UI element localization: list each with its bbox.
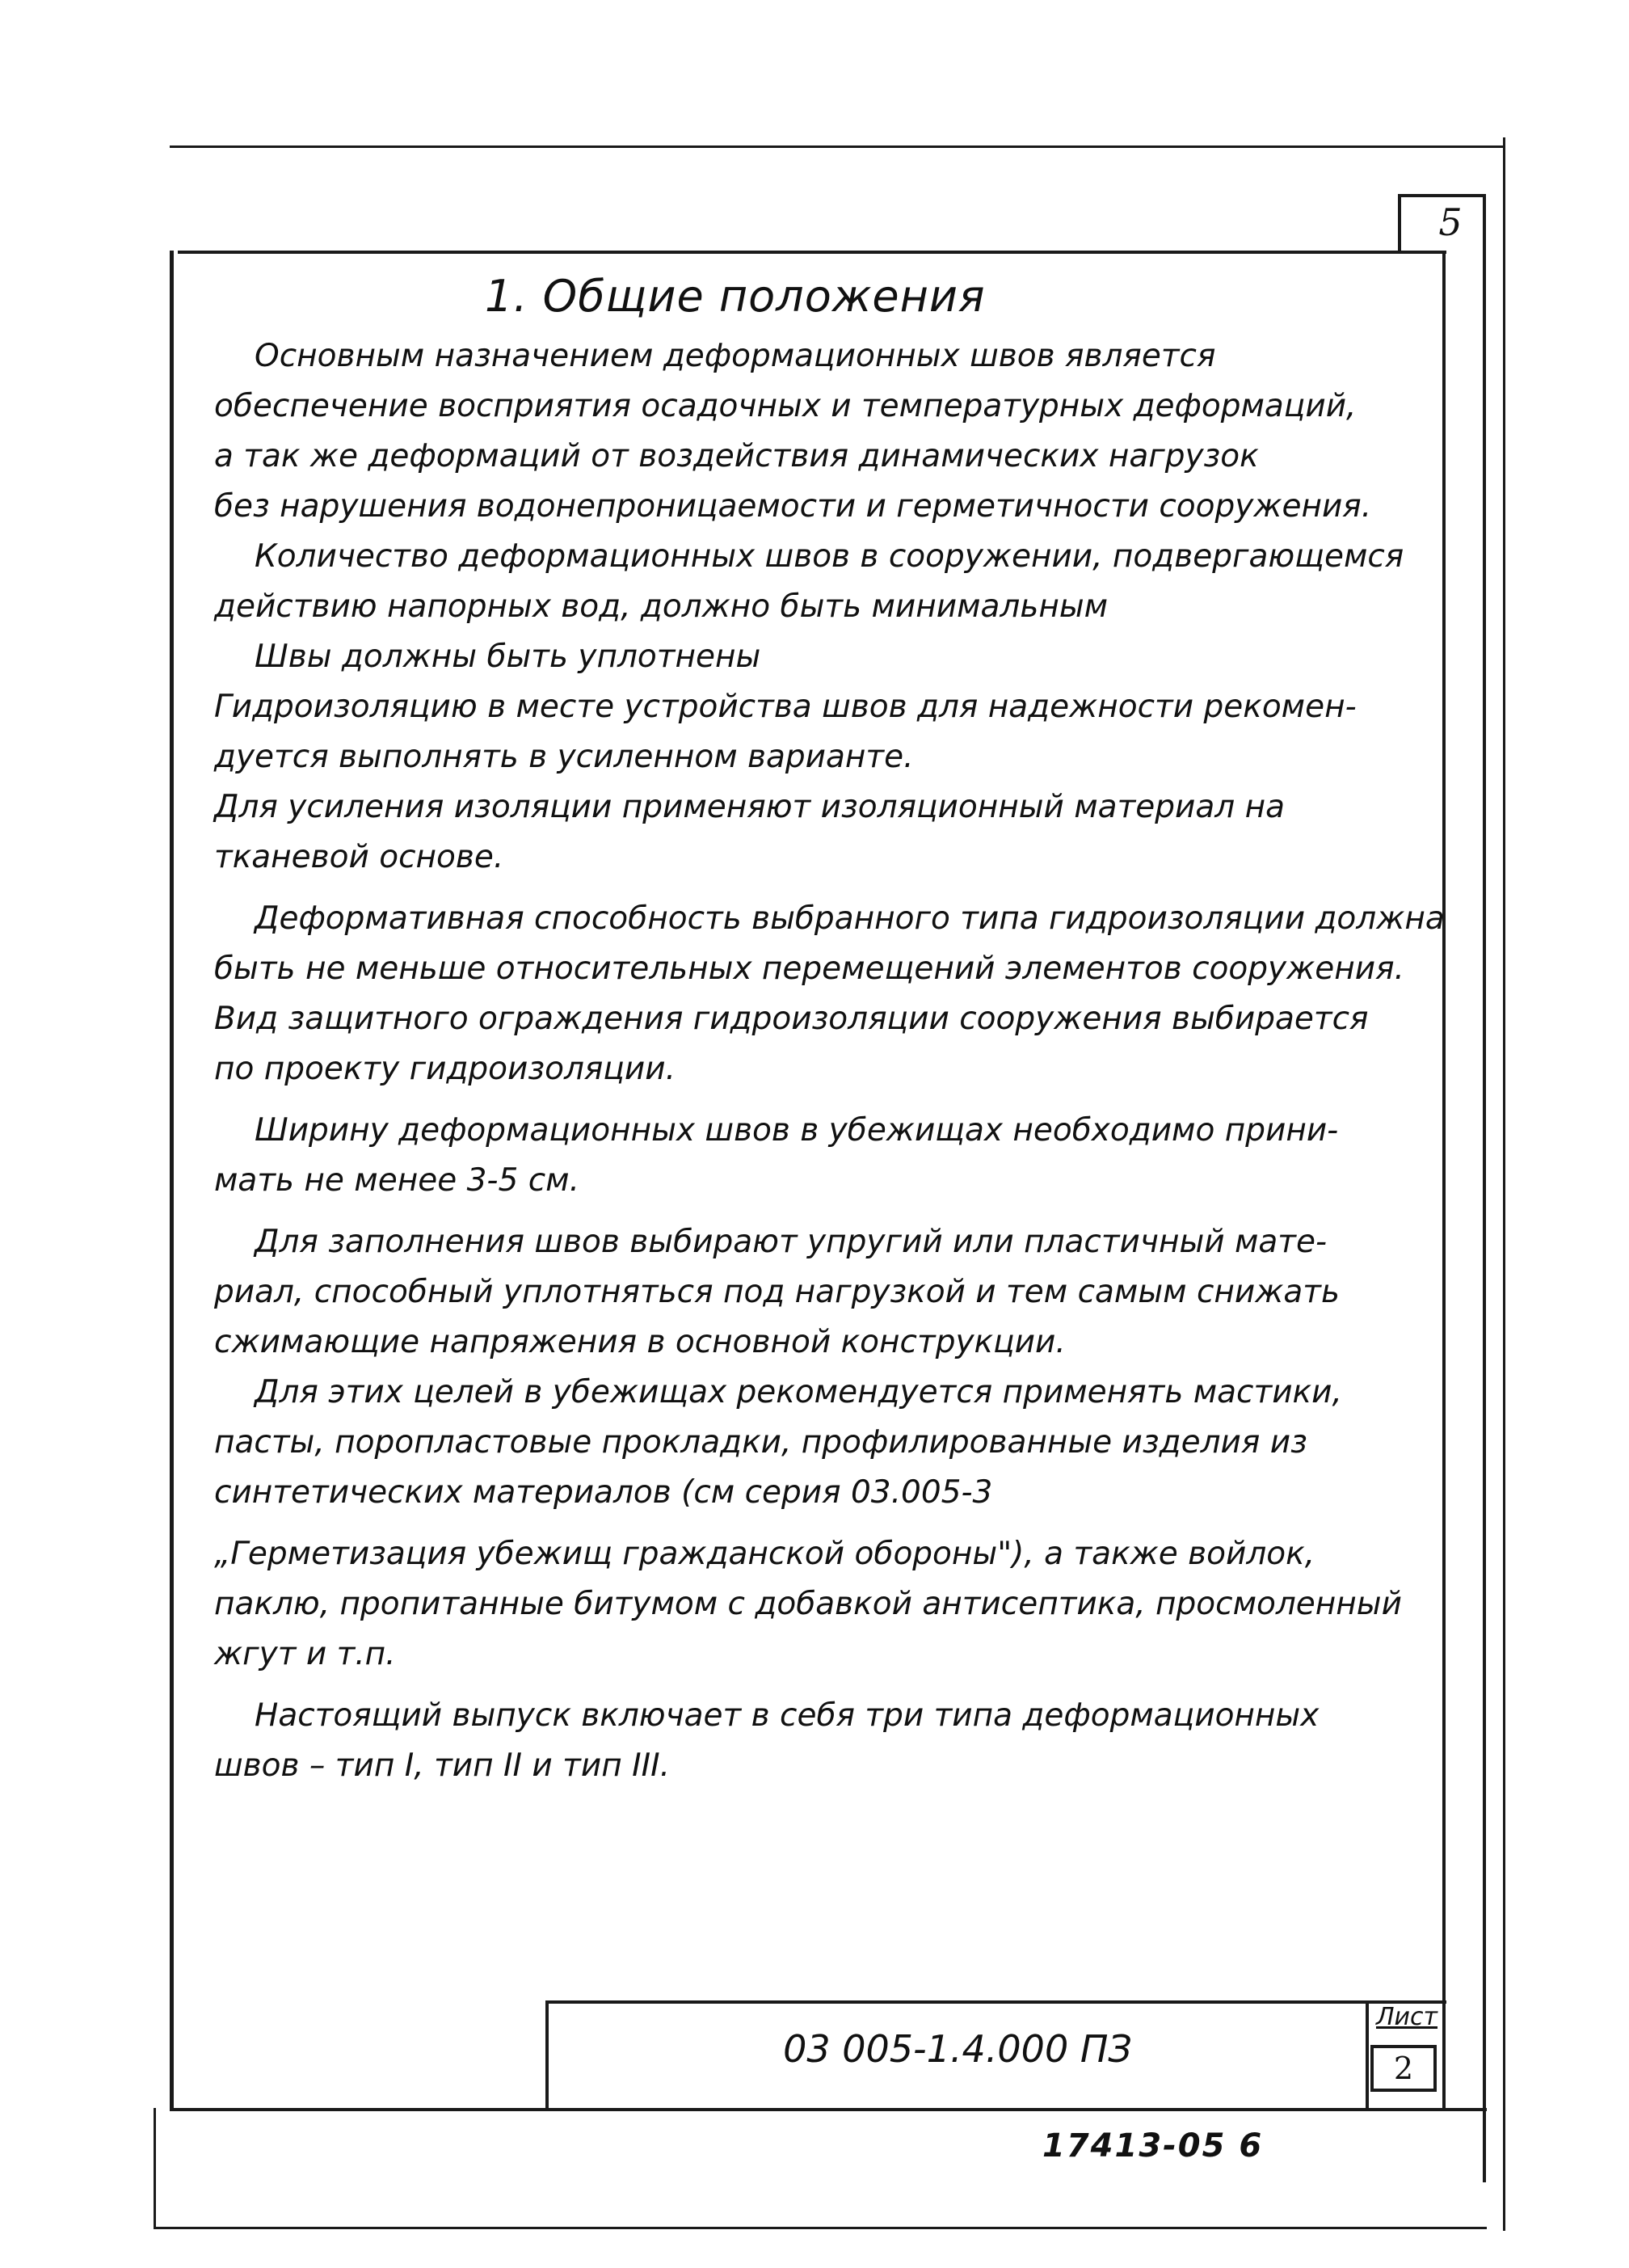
text-line: пасты, поропластовые прокладки, профилированные изделия из — [214, 1424, 1307, 1461]
text-line: Швы должны быть уплотнены — [255, 639, 761, 675]
stamp-divider-line — [1366, 2000, 1369, 2110]
text-line: а так же деформаций от воздействия динамических нагрузок — [214, 438, 1259, 474]
text-line: Для этих целей в убежищах рекомендуется применять мастики, — [255, 1374, 1342, 1410]
text-line: „Герметизация убежищ гражданской обороны"), а также войлок, — [214, 1536, 1315, 1572]
text-line: Для усиления изоляции применяют изоляционный материал на — [214, 789, 1286, 825]
text-line: жгут и т.п. — [214, 1636, 396, 1672]
frame-top-outer-line — [170, 145, 1503, 148]
text-line: сжимающие напряжения в основной конструкции. — [214, 1324, 1066, 1360]
inventory-number: 17413-05 6 — [1042, 2127, 1264, 2165]
text-line: Деформативная способность выбранного типа гидроизоляции должна — [255, 900, 1445, 937]
text-line: Количество деформационных швов в сооружении, подвергающемся — [255, 538, 1404, 575]
text-line: быть не меньше относительных перемещений элементов сооружения. — [214, 951, 1404, 987]
page-number: 5 — [1438, 200, 1463, 244]
text-line: синтетических материалов (см серия 03.005-3 — [214, 1474, 993, 1511]
text-line: риал, способный уплотняться под нагрузкой и тем самым снижать — [214, 1274, 1340, 1310]
sheet-number: 2 — [1370, 2045, 1437, 2092]
stamp-bottom-line — [170, 2108, 1487, 2111]
text-line: Гидроизоляцию в месте устройства швов для надежности рекомен- — [214, 689, 1357, 725]
text-line: Настоящий выпуск включает в себя три типа деформационных — [255, 1697, 1320, 1734]
frame-right-edge-line — [1503, 137, 1505, 2231]
page-number-box-left — [1398, 194, 1401, 252]
frame-right-outer-line — [1483, 194, 1486, 2182]
text-line: обеспечение восприятия осадочных и температурных деформаций, — [214, 388, 1357, 424]
section-title: 1. Общие положения — [485, 271, 986, 322]
text-line: Вид защитного ограждения гидроизоляции сооружения выбирается — [214, 1001, 1369, 1037]
lower-left-line — [154, 2108, 156, 2229]
bottom-edge-line — [154, 2227, 1487, 2229]
frame-left-line — [170, 251, 174, 2110]
text-line: швов – тип I, тип II и тип III. — [214, 1747, 671, 1784]
text-line: дуется выполнять в усиленном варианте. — [214, 739, 914, 775]
stamp-left-line — [545, 2000, 549, 2110]
text-line: без нарушения водонепроницаемости и герметичности сооружения. — [214, 488, 1372, 525]
document-code: 03 005-1.4.000 ПЗ — [783, 2027, 1132, 2071]
text-line: мать не менее 3-5 см. — [214, 1162, 579, 1199]
text-line: паклю, пропитанные битумом с добавкой антисептика, просмоленный — [214, 1586, 1402, 1622]
text-line: Для заполнения швов выбирают упругий или пластичный мате- — [255, 1224, 1328, 1260]
text-line: Основным назначением деформационных швов является — [255, 338, 1216, 374]
text-line: Ширину деформационных швов в убежищах необходимо прини- — [255, 1112, 1339, 1149]
sheet-label: Лист — [1375, 2003, 1438, 2031]
text-line: действию напорных вод, должно быть минимальным — [214, 588, 1109, 625]
page-number-box-top — [1398, 194, 1485, 197]
text-line: по проекту гидроизоляции. — [214, 1051, 676, 1087]
frame-right-inner-line — [1442, 251, 1446, 2110]
frame-top-inner-line — [178, 251, 1446, 254]
stamp-top-line — [545, 2000, 1446, 2004]
body-text — [214, 331, 1445, 1791]
text-line: тканевой основе. — [214, 839, 504, 875]
